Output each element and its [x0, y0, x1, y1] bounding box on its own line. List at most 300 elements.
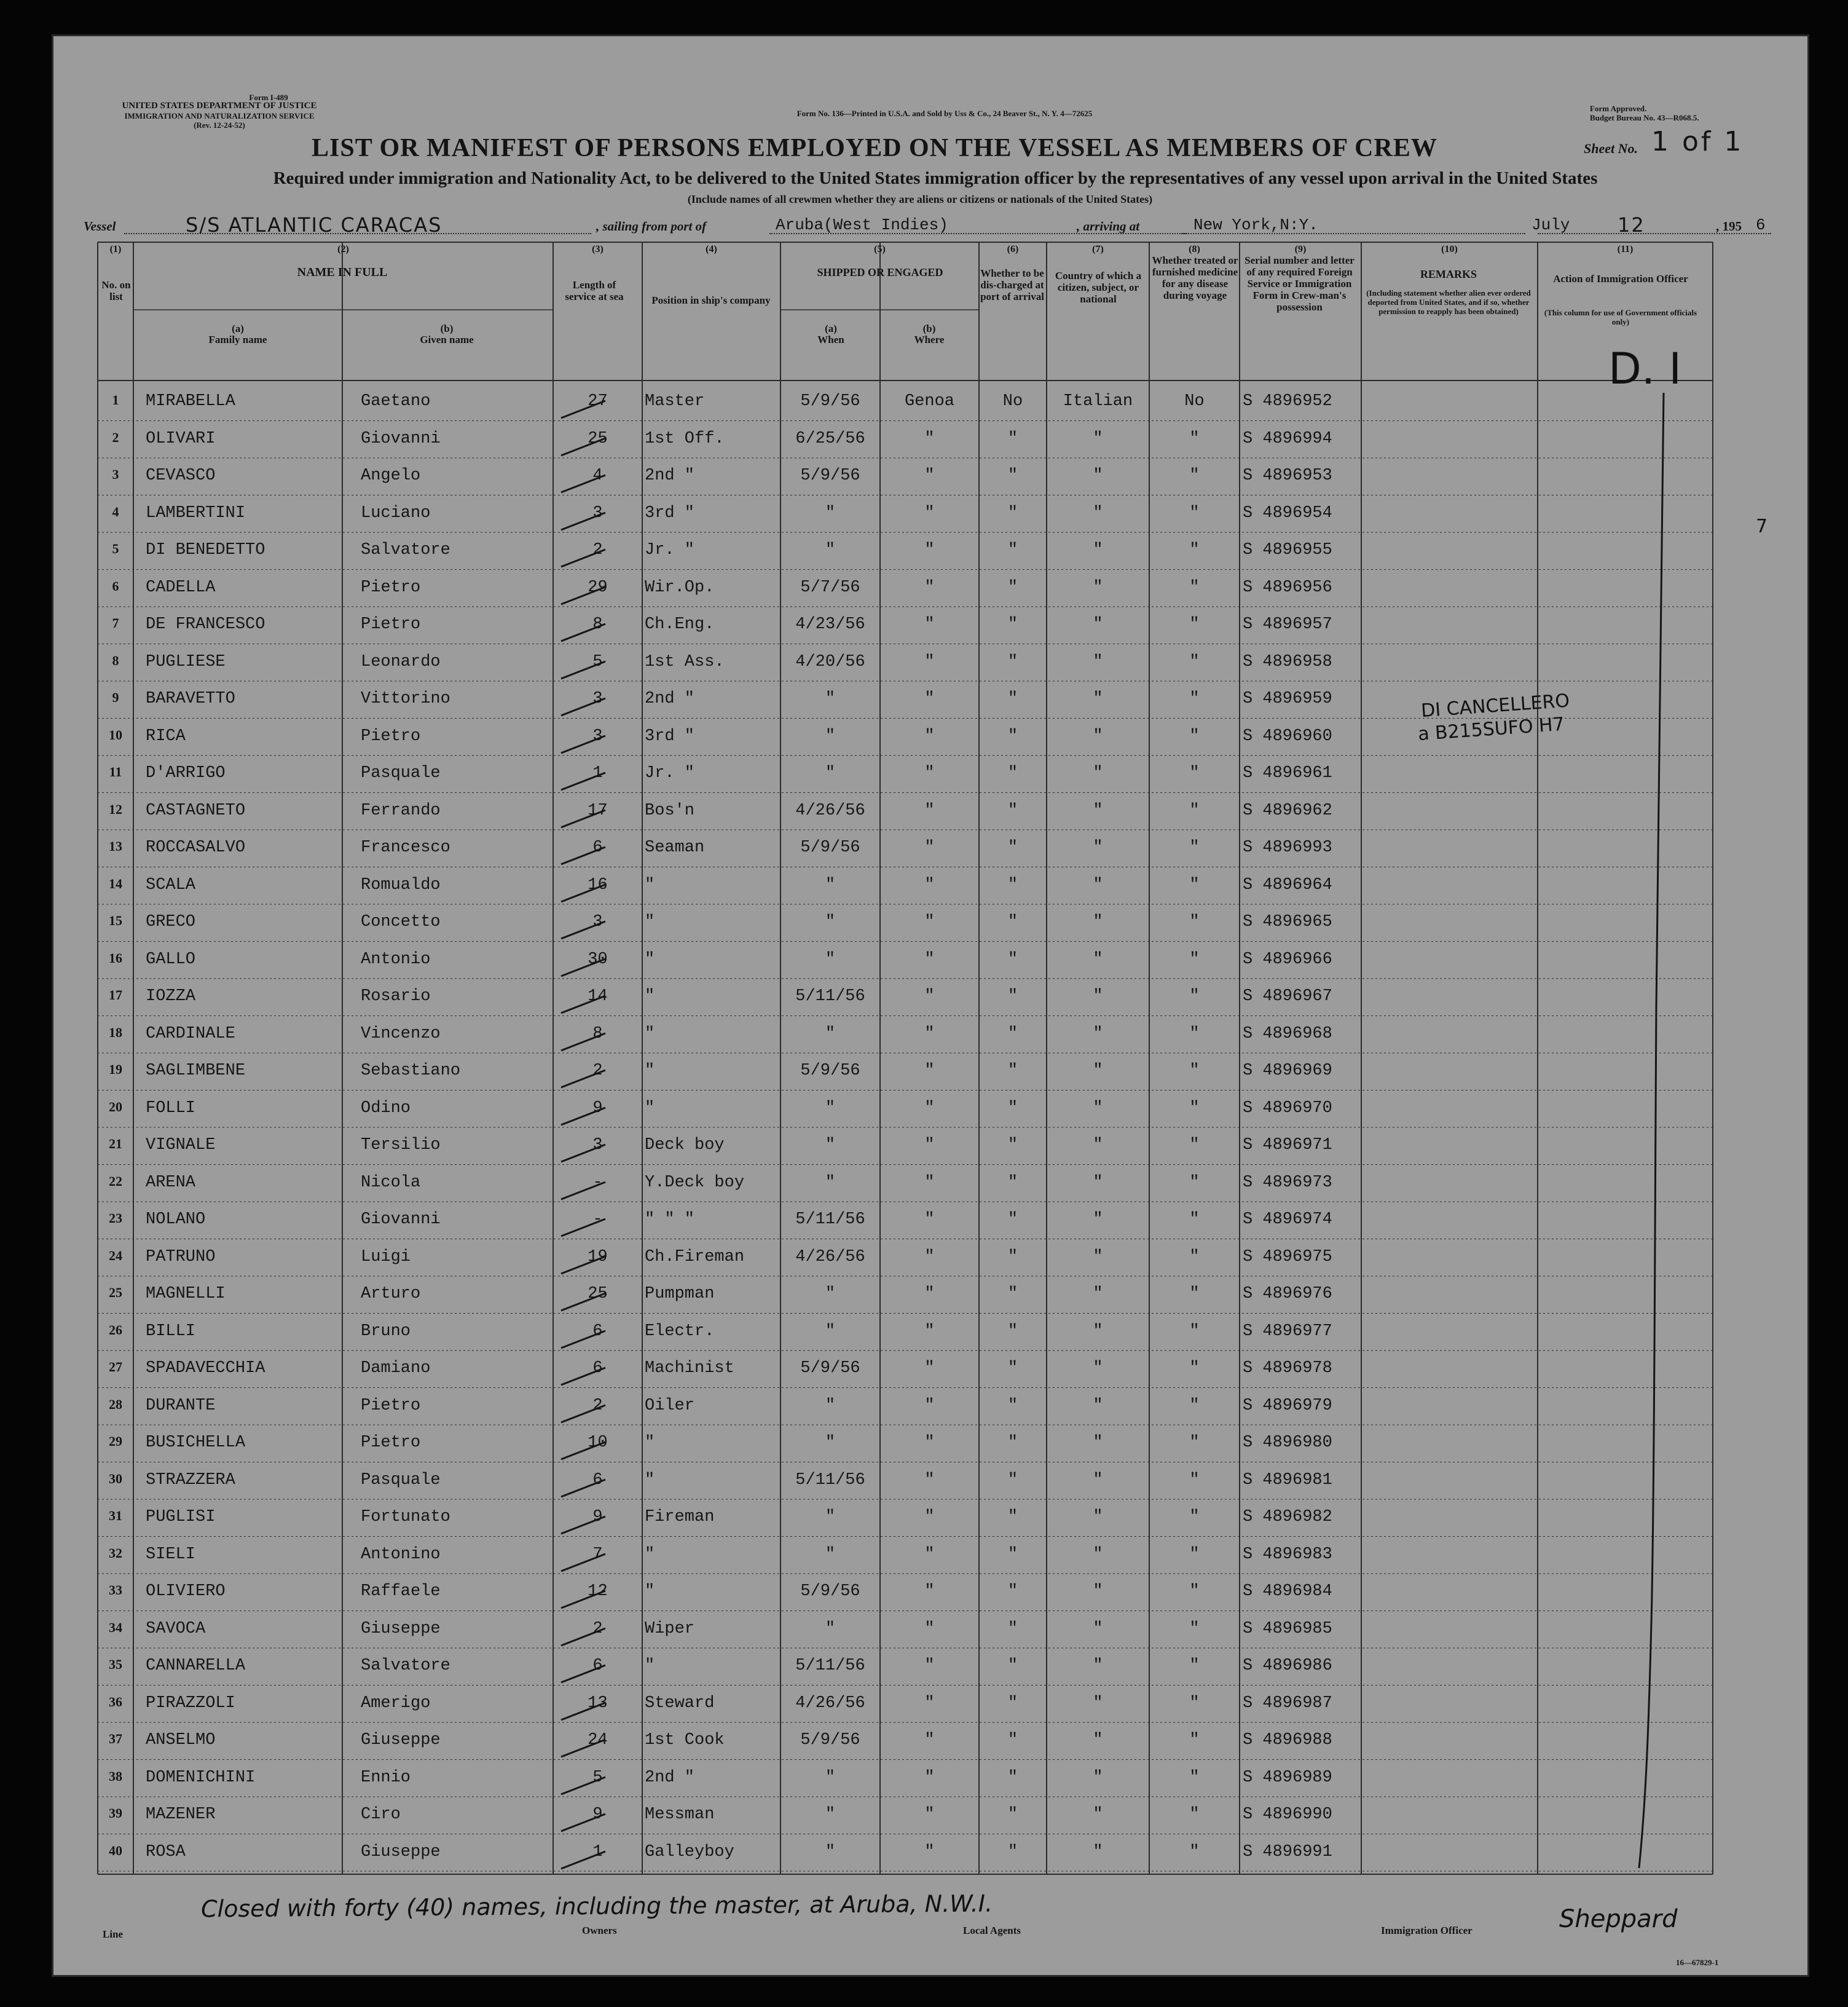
- row-number: 8: [112, 652, 119, 668]
- discharged: ": [1007, 1285, 1018, 1303]
- given-name: Arturo: [361, 1285, 421, 1303]
- row-number: 32: [109, 1545, 122, 1561]
- discharged: ": [1007, 1657, 1018, 1675]
- shipped-where: ": [924, 467, 935, 485]
- position: Fireman: [645, 1508, 715, 1526]
- position: Oiler: [645, 1396, 695, 1415]
- country: ": [1093, 1545, 1103, 1564]
- shipped-where: ": [924, 1433, 935, 1452]
- length-of-service: 6: [592, 1470, 603, 1489]
- year-digit: 6: [1756, 216, 1766, 234]
- serial-number: S 4896954: [1243, 503, 1332, 522]
- check-mark: [559, 1253, 608, 1277]
- serial-number: S 4896994: [1243, 429, 1332, 448]
- length-of-service: 7: [592, 1545, 603, 1564]
- given-name: Concetto: [361, 913, 441, 931]
- position: Deck boy: [645, 1136, 725, 1154]
- position: 3rd ": [645, 503, 695, 522]
- header-country: Country of which a citizen, subject, or national: [1055, 270, 1142, 305]
- treated: ": [1189, 429, 1200, 448]
- length-of-service: 3: [592, 690, 603, 708]
- check-mark: [559, 1327, 608, 1352]
- sheet-number-label: Sheet No.: [1584, 141, 1638, 156]
- header-given-letter: (b): [440, 323, 454, 334]
- position: 1st Cook: [645, 1731, 725, 1749]
- footer-agents-label: Local Agents: [963, 1925, 1021, 1936]
- length-of-service: 24: [588, 1731, 608, 1749]
- shipped-when: 5/11/56: [795, 1657, 865, 1675]
- position: ": [645, 1062, 655, 1080]
- row-number: 40: [109, 1842, 122, 1858]
- serial-number: S 4896969: [1243, 1062, 1332, 1080]
- length-of-service: 2: [592, 1396, 603, 1415]
- serial-number: S 4896987: [1243, 1694, 1332, 1713]
- check-mark: [559, 620, 608, 645]
- serial-number: S 4896958: [1243, 652, 1332, 671]
- position: ": [645, 987, 655, 1006]
- length-of-service: 3: [592, 1136, 603, 1154]
- crew-manifest-sheet: [52, 34, 1809, 1977]
- header-where: Where: [914, 334, 945, 345]
- discharged: ": [1007, 1470, 1018, 1489]
- length-of-service: 2: [592, 1062, 603, 1080]
- page-title: LIST OR MANIFEST OF PERSONS EMPLOYED ON THE VESSEL AS MEMBERS OF CREW: [312, 134, 1437, 162]
- check-mark: [559, 1364, 608, 1389]
- position: ": [645, 913, 655, 931]
- treated: ": [1189, 1359, 1200, 1378]
- serial-number: S 4896957: [1243, 615, 1332, 634]
- treated: ": [1189, 950, 1200, 969]
- service-name: IMMIGRATION AND NATURALIZATION SERVICE: [124, 111, 315, 120]
- given-name: Bruno: [361, 1322, 411, 1341]
- family-name: RICA: [146, 727, 186, 746]
- remarks-handwritten-line2: a B215SUFO H7: [1417, 713, 1565, 746]
- shipped-when: 4/26/56: [795, 801, 865, 820]
- family-name: CANNARELLA: [146, 1657, 246, 1675]
- given-name: Giuseppe: [361, 1731, 441, 1749]
- length-of-service: 3: [592, 913, 603, 931]
- given-name: Pasquale: [361, 764, 441, 783]
- check-mark: [559, 918, 608, 942]
- row-number: 7: [112, 615, 119, 631]
- shipped-where: ": [924, 1508, 935, 1526]
- country: ": [1093, 1062, 1103, 1080]
- length-of-service: 1: [592, 1842, 603, 1861]
- serial-number: S 4896983: [1243, 1545, 1332, 1564]
- family-name: IOZZA: [146, 987, 196, 1006]
- given-name: Damiano: [361, 1359, 431, 1378]
- row-number: 36: [109, 1694, 122, 1709]
- serial-number: S 4896966: [1243, 950, 1332, 969]
- shipped-where: ": [924, 950, 935, 969]
- form-id: Form I-489: [249, 93, 288, 102]
- shipped-when: 5/9/56: [800, 467, 860, 485]
- check-mark: [559, 509, 608, 534]
- discharged: ": [1007, 1062, 1018, 1080]
- shipped-when: ": [825, 1098, 836, 1118]
- check-mark: [559, 1215, 608, 1240]
- row-number: 22: [109, 1173, 122, 1189]
- discharged: ": [1007, 1694, 1018, 1713]
- country: ": [1093, 1657, 1103, 1675]
- position: ": [645, 1433, 655, 1452]
- country: ": [1093, 1247, 1103, 1266]
- arrival-day: 12: [1618, 213, 1645, 237]
- discharged: ": [1007, 615, 1018, 634]
- length-of-service: 6: [592, 838, 603, 857]
- shipped-when: 5/7/56: [800, 578, 860, 597]
- given-name: Raffaele: [361, 1582, 441, 1601]
- country: Italian: [1063, 392, 1133, 411]
- shipped-when: 6/25/56: [795, 429, 865, 448]
- family-name: PUGLISI: [146, 1508, 216, 1526]
- family-name: SAVOCA: [146, 1619, 206, 1638]
- family-name: GALLO: [146, 950, 196, 969]
- discharged: ": [1007, 987, 1018, 1006]
- revision-date: (Rev. 12-24-52): [194, 120, 245, 130]
- column-number: (2): [337, 244, 349, 254]
- shipped-where: ": [924, 503, 935, 522]
- country: ": [1093, 1173, 1103, 1192]
- given-name: Rosario: [361, 987, 431, 1006]
- treated: ": [1189, 615, 1200, 634]
- shipped-where: ": [924, 1210, 935, 1229]
- position: ": [645, 1024, 655, 1043]
- family-name: CARDINALE: [146, 1024, 235, 1043]
- row-number: 13: [109, 838, 122, 854]
- shipped-where: ": [924, 1657, 935, 1675]
- family-name: DURANTE: [146, 1396, 216, 1415]
- family-name: BUSICHELLA: [146, 1433, 246, 1452]
- family-name: CASTAGNETO: [146, 801, 246, 820]
- given-name: Angelo: [361, 467, 421, 485]
- check-mark: [559, 992, 608, 1017]
- shipped-when: 5/11/56: [795, 1210, 865, 1229]
- arriving-label: , arriving at: [1077, 219, 1140, 234]
- treated: ": [1189, 1694, 1200, 1713]
- discharged: ": [1007, 950, 1018, 969]
- position: Pumpman: [645, 1285, 715, 1303]
- shipped-when: ": [825, 764, 836, 783]
- length-of-service: 29: [588, 578, 608, 597]
- country: ": [1093, 1582, 1103, 1601]
- treated: No: [1184, 392, 1205, 411]
- header-family-letter: (a): [232, 323, 244, 334]
- action-officer-mark: D. I: [1608, 344, 1682, 394]
- row-number: 15: [109, 913, 122, 928]
- treated: ": [1189, 690, 1200, 708]
- treated: ": [1189, 541, 1200, 559]
- discharged: ": [1007, 764, 1018, 783]
- family-name: CEVASCO: [146, 467, 216, 485]
- shipped-when: ": [825, 1136, 836, 1154]
- position: 1st Off.: [645, 429, 725, 448]
- treated: ": [1189, 727, 1200, 746]
- family-name: GRECO: [146, 913, 196, 931]
- header-discharged: Whether to be dis-charged at port of arrival: [980, 267, 1044, 302]
- shipped-when: ": [825, 1805, 836, 1824]
- given-name: Giovanni: [361, 1210, 441, 1229]
- check-mark: [559, 471, 608, 496]
- treated: ": [1189, 1098, 1200, 1118]
- treated: ": [1189, 1805, 1200, 1824]
- shipped-where: ": [924, 1396, 935, 1415]
- header-remarks: REMARKS: [1420, 268, 1477, 280]
- position: 2nd ": [645, 690, 695, 708]
- departure-port: Aruba(West Indies): [776, 216, 948, 234]
- row-number: 1: [112, 392, 119, 408]
- treated: ": [1189, 1396, 1200, 1415]
- shipped-where: ": [924, 1285, 935, 1303]
- row-number: 26: [109, 1322, 122, 1338]
- row-number: 27: [109, 1359, 122, 1374]
- treated: ": [1189, 1619, 1200, 1638]
- position: Master: [645, 392, 705, 411]
- length-of-service: 6: [592, 1657, 603, 1675]
- family-name: D'ARRIGO: [146, 764, 226, 783]
- length-of-service: 5: [592, 1768, 603, 1787]
- family-name: OLIVARI: [146, 429, 216, 448]
- given-name: Nicola: [361, 1173, 421, 1192]
- country: ": [1093, 578, 1103, 597]
- country: ": [1093, 987, 1103, 1006]
- shipped-when: ": [825, 1322, 836, 1341]
- shipped-where: ": [924, 578, 935, 597]
- position: ": [645, 875, 655, 894]
- treated: ": [1189, 875, 1200, 894]
- country: ": [1093, 1359, 1103, 1378]
- length-of-service: 1: [592, 764, 603, 783]
- check-mark: [559, 1773, 608, 1798]
- family-name: NOLANO: [146, 1210, 206, 1229]
- country: ": [1093, 727, 1103, 746]
- serial-number: S 4896977: [1243, 1322, 1332, 1341]
- given-name: Sebastiano: [361, 1062, 461, 1080]
- check-mark: [559, 1513, 608, 1537]
- shipped-where: ": [924, 913, 935, 931]
- treated: ": [1189, 801, 1200, 820]
- check-mark: [559, 1290, 608, 1314]
- family-name: MIRABELLA: [146, 392, 235, 411]
- length-of-service: 3: [592, 503, 603, 522]
- form-code: 16—67829-1: [1676, 1958, 1719, 1967]
- serial-number: S 4896993: [1243, 838, 1332, 857]
- shipped-when: 5/11/56: [795, 987, 865, 1006]
- shipped-when: ": [825, 541, 836, 559]
- check-mark: [559, 435, 608, 459]
- column-number: (6): [1007, 244, 1019, 254]
- treated: ": [1189, 1508, 1200, 1526]
- given-name: Pietro: [361, 578, 421, 597]
- shipped-where: ": [924, 1731, 935, 1749]
- arrival-port: New York,N:Y.: [1193, 216, 1318, 234]
- row-number: 10: [109, 727, 122, 743]
- family-name: SPADAVECCHIA: [146, 1359, 265, 1378]
- discharged: ": [1007, 838, 1018, 857]
- length-of-service: 8: [592, 1024, 603, 1043]
- column-number: (7): [1092, 244, 1104, 254]
- shipped-where: ": [924, 1247, 935, 1266]
- discharged: ": [1007, 1619, 1018, 1638]
- length-of-service: 25: [588, 1285, 608, 1303]
- check-mark: [559, 1848, 608, 1872]
- shipped-when: 4/26/56: [795, 1247, 865, 1266]
- country: ": [1093, 1731, 1103, 1749]
- shipped-when: 5/9/56: [800, 1062, 860, 1080]
- country: ": [1093, 1210, 1103, 1229]
- country: ": [1093, 690, 1103, 708]
- shipped-where: ": [924, 541, 935, 559]
- position: Messman: [645, 1805, 715, 1824]
- family-name: PUGLIESE: [146, 652, 226, 671]
- given-name: Fortunato: [361, 1508, 450, 1526]
- family-name: DI BENEDETTO: [146, 541, 265, 559]
- position: 3rd ": [645, 727, 695, 746]
- check-mark: [559, 583, 608, 608]
- family-name: BILLI: [146, 1322, 196, 1341]
- row-number: 11: [109, 764, 122, 779]
- header-action-note: (This column for use of Government officials only): [1544, 308, 1697, 326]
- header-serial: Serial number and letter of any required Foreign Service or Immigration Form in Crew-man's possession: [1244, 254, 1355, 313]
- officer-signature: Sheppard: [1559, 1905, 1678, 1933]
- given-name: Salvatore: [361, 1657, 450, 1675]
- row-number: 3: [112, 467, 119, 482]
- given-name: Giuseppe: [361, 1842, 441, 1861]
- country: ": [1093, 1285, 1103, 1303]
- shipped-where: ": [924, 1842, 935, 1861]
- shipped-when: 4/26/56: [795, 1694, 865, 1713]
- shipped-when: 5/9/56: [800, 392, 860, 411]
- position: Galleyboy: [645, 1842, 734, 1861]
- treated: ": [1189, 1247, 1200, 1266]
- given-name: Luigi: [361, 1247, 411, 1266]
- country: ": [1093, 541, 1103, 559]
- check-mark: [559, 1810, 608, 1835]
- check-mark: [559, 732, 608, 757]
- serial-number: S 4896989: [1243, 1768, 1332, 1787]
- given-name: Ferrando: [361, 801, 441, 820]
- header-position: Position in ship's company: [651, 294, 771, 306]
- row-number: 19: [109, 1062, 122, 1077]
- treated: ": [1189, 987, 1200, 1006]
- check-mark: [559, 546, 608, 570]
- country: ": [1093, 950, 1103, 969]
- position: ": [645, 950, 655, 969]
- country: ": [1093, 1024, 1103, 1043]
- row-number: 35: [109, 1657, 122, 1672]
- given-name: Pietro: [361, 1396, 421, 1415]
- family-name: STRAZZERA: [146, 1470, 235, 1489]
- position: Electr.: [645, 1322, 715, 1341]
- treated: ": [1189, 1136, 1200, 1154]
- serial-number: S 4896980: [1243, 1433, 1332, 1452]
- shipped-where: ": [924, 764, 935, 783]
- treated: ": [1189, 1842, 1200, 1861]
- shipped-where: ": [924, 801, 935, 820]
- position: ": [645, 1657, 655, 1675]
- discharged: ": [1007, 913, 1018, 931]
- treated: ": [1189, 1285, 1200, 1303]
- row-number: 34: [109, 1619, 122, 1635]
- form-approved: Form Approved.: [1590, 104, 1647, 113]
- serial-number: S 4896988: [1243, 1731, 1332, 1749]
- page-note: (Include names of all crewmen whether they are aliens or citizens or nationals of the United States): [687, 193, 1153, 205]
- shipped-where: ": [924, 690, 935, 708]
- country: ": [1093, 503, 1103, 522]
- discharged: No: [1002, 392, 1023, 411]
- discharged: ": [1007, 1731, 1018, 1749]
- vessel-label: Vessel: [84, 219, 116, 234]
- header-family-name: Family name: [208, 334, 267, 345]
- shipped-when: 4/23/56: [795, 615, 865, 634]
- country: ": [1093, 1396, 1103, 1415]
- position: 1st Ass.: [645, 652, 725, 671]
- check-mark: [559, 1067, 608, 1091]
- serial-number: S 4896979: [1243, 1396, 1332, 1415]
- length-of-service: 2: [592, 541, 603, 559]
- check-mark: [559, 1587, 608, 1612]
- column-number: (11): [1617, 244, 1634, 254]
- family-name: CADELLA: [146, 578, 216, 597]
- shipped-where: ": [924, 1322, 935, 1341]
- country: ": [1093, 429, 1103, 448]
- row-number: 39: [109, 1805, 122, 1821]
- position: ": [645, 1470, 655, 1489]
- shipped-where: Genoa: [904, 392, 954, 411]
- country: ": [1093, 1694, 1103, 1713]
- row-number: 9: [112, 690, 119, 705]
- row-number: 28: [109, 1396, 122, 1412]
- given-name: Giuseppe: [361, 1619, 441, 1638]
- row-number: 23: [109, 1210, 122, 1226]
- sheet-number: 1 of 1: [1651, 126, 1744, 157]
- country: ": [1093, 764, 1103, 783]
- family-name: LAMBERTINI: [146, 503, 246, 522]
- check-mark: [559, 1550, 608, 1575]
- shipped-where: ": [924, 727, 935, 746]
- column-number: (3): [592, 244, 604, 254]
- treated: ": [1189, 1024, 1200, 1043]
- family-name: ARENA: [146, 1173, 196, 1192]
- given-name: Salvatore: [361, 541, 450, 559]
- family-name: VIGNALE: [146, 1136, 216, 1154]
- family-name: DE FRANCESCO: [146, 615, 265, 634]
- shipped-when: ": [825, 1285, 836, 1303]
- country: ": [1093, 467, 1103, 485]
- length-of-service: 9: [592, 1805, 603, 1824]
- vessel-name: S/S ATLANTIC CARACAS: [186, 213, 442, 237]
- discharged: ": [1007, 801, 1018, 820]
- serial-number: S 4896975: [1243, 1247, 1332, 1266]
- shipped-where: ": [924, 1136, 935, 1154]
- serial-number: S 4896990: [1243, 1805, 1332, 1824]
- row-number: 30: [109, 1470, 122, 1486]
- header-remarks-note: (Including statement whether alien ever ordered deported from United States, and if so, whether permission to reapply has been obtained): [1366, 288, 1531, 316]
- country: ": [1093, 1098, 1103, 1118]
- check-mark: [559, 397, 608, 422]
- family-name: DOMENICHINI: [146, 1768, 256, 1787]
- length-of-service: 27: [588, 392, 608, 411]
- check-mark: [559, 1141, 608, 1165]
- shipped-where: ": [924, 429, 935, 448]
- check-mark: [559, 1736, 608, 1761]
- discharged: ": [1007, 503, 1018, 522]
- length-of-service: -: [592, 1173, 603, 1192]
- position: Ch.Eng.: [645, 615, 715, 634]
- country: ": [1093, 838, 1103, 857]
- country: ": [1093, 875, 1103, 894]
- shipped-where: ": [924, 1694, 935, 1713]
